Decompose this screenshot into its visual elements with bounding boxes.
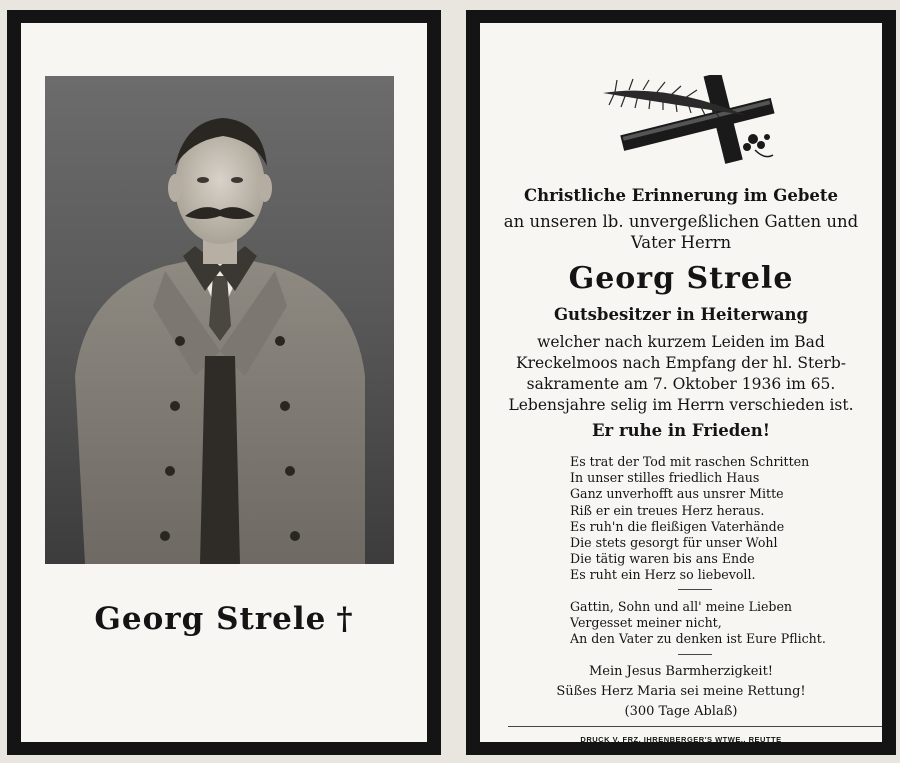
portrait-photo	[45, 76, 394, 564]
poem-line: Vergesset meiner nicht,	[570, 615, 722, 631]
deceased-name-left	[21, 601, 427, 637]
cross-with-palm-icon	[595, 75, 795, 175]
poem-line: In unser stilles friedlich Haus	[570, 470, 760, 486]
memorial-text-card	[466, 10, 896, 755]
body-line: welcher nach kurzem Leiden im Bad	[537, 333, 825, 351]
poem-line: Es trat der Tod mit raschen Schritten	[570, 454, 810, 469]
body-line: Lebensjahre selig im Herrn verschieden ist.	[508, 396, 854, 414]
portrait-card	[7, 10, 441, 755]
poem-line: Es ruht ein Herz so liebevoll.	[570, 567, 756, 583]
memorial-title: Christliche Erinnerung im Gebete	[523, 186, 839, 205]
indulgence-note: (300 Tage Ablaß)	[624, 704, 738, 719]
poem-line: Es ruh'n die fleißigen Vaterhände	[570, 518, 785, 534]
memorial-text-card-inner	[480, 23, 882, 742]
poem-line: Ganz unverhofft aus unsrer Mitte	[570, 486, 784, 502]
poem-line: Riß er ein treues Herz heraus.	[570, 502, 765, 518]
portrait-card-inner	[21, 23, 427, 742]
occupation: Gutsbesitzer in Heiterwang	[553, 305, 809, 324]
poem-stanza-2	[570, 599, 870, 648]
cross-symbol: †	[336, 601, 354, 637]
divider	[678, 654, 712, 655]
poem-line: Gattin, Sohn und all' meine Lieben	[570, 599, 793, 614]
rest-in-peace: Er ruhe in Frieden!	[591, 421, 771, 440]
printer-imprint: DRUCK V. FRZ. IHRENBERGER'S WTWE., REUTTE	[580, 735, 782, 744]
intro-line-1: an unseren lb. unvergeßlichen Gatten und	[503, 212, 859, 231]
prayer-2: Süßes Herz Maria sei meine Rettung!	[556, 684, 806, 699]
deceased-name-text: Georg Strele	[94, 601, 327, 637]
deceased-name: Georg Strele	[568, 261, 794, 296]
prayer-1: Mein Jesus Barmherzigkeit!	[588, 664, 774, 679]
poem-stanza-1	[570, 454, 870, 584]
portrait-figure-image	[45, 76, 394, 564]
body-line: sakramente am 7. Oktober 1936 im 65.	[526, 375, 836, 393]
poem-line: Die tätig waren bis ans Ende	[570, 551, 755, 567]
intro-line-2: Vater Herrn	[630, 233, 732, 252]
body-line: Kreckelmoos nach Empfang der hl. Sterb-	[516, 354, 846, 372]
poem-line: An den Vater zu denken ist Eure Pflicht.	[570, 631, 826, 647]
divider	[678, 589, 712, 590]
poem-line: Die stets gesorgt für unser Wohl	[570, 535, 778, 551]
printer-rule	[508, 726, 882, 727]
